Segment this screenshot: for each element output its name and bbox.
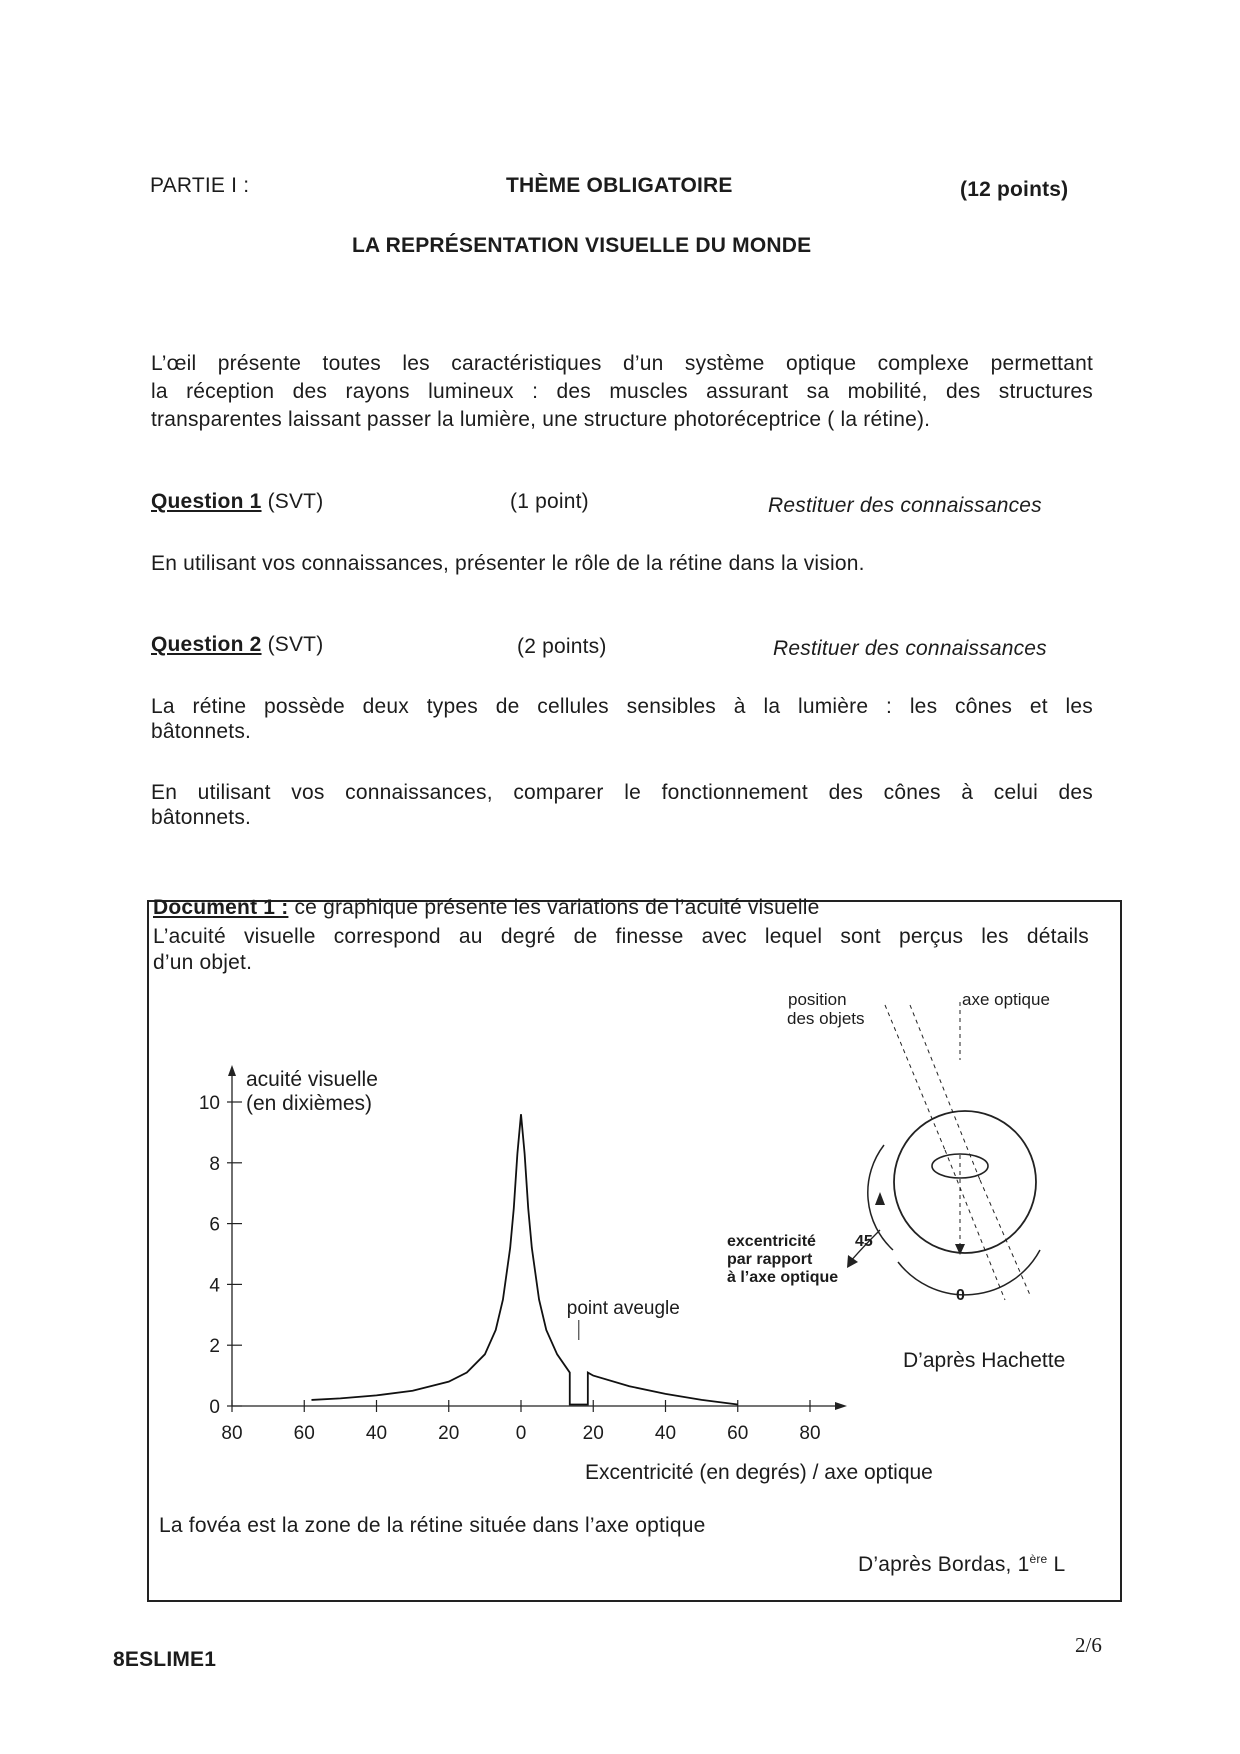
x-tick-label-8: 80: [799, 1423, 821, 1444]
document-definition-line-1: L’acuité visuelle correspond au degré de finesse avec lequel sont perçus les détails: [153, 925, 1089, 948]
page-subtitle: LA REPRÉSENTATION VISUELLE DU MONDE: [352, 234, 812, 257]
object-ray-4: [980, 1180, 1030, 1295]
y-tick-label-8: 8: [209, 1153, 220, 1175]
x-tick-label-5: 20: [582, 1423, 604, 1444]
intro-line-3: transparentes laissant passer la lumière, une structure photoréceptrice ( la rétine).: [151, 408, 931, 431]
document-caption-text: ce graphique présente les variations de l’acuité visuelle: [288, 896, 820, 919]
eye-diagram: [847, 1002, 1040, 1300]
intro-line-1: L’œil présente toutes les caractéristiques d’un système optique complexe permettant: [151, 352, 1093, 375]
part-label: PARTIE I :: [150, 174, 250, 197]
x-axis-label: Excentricité (en degrés) / axe optique: [585, 1461, 933, 1484]
y-ticks: [199, 1093, 242, 1418]
document-source-end: L: [1047, 1553, 1066, 1576]
y-tick-label-6: 6: [209, 1214, 220, 1236]
y-tick-label-4: 4: [209, 1275, 220, 1297]
q1-label: Question 1: [151, 490, 262, 513]
eccentricity-pointer-head: [847, 1255, 858, 1268]
eye-label-ecc-2: par rapport: [727, 1251, 813, 1268]
acuity-curve: [311, 1114, 737, 1404]
blind-spot-label: point aveugle: [566, 1298, 680, 1319]
y-axis-arrow: [228, 1065, 236, 1076]
x-tick-label-1: 60: [293, 1423, 315, 1444]
q1-skill: Restituer des connaissances: [768, 494, 1042, 517]
theme-title: THÈME OBLIGATOIRE: [506, 174, 733, 197]
q2-text2-line-1: En utilisant vos connaissances, comparer le fonctionnement des cônes à celui des: [151, 781, 1093, 804]
eye-label-ecc-1: excentricité: [727, 1233, 816, 1250]
document-label: Document 1 :: [153, 896, 289, 919]
q2-points: (2 points): [517, 635, 607, 658]
eye-label-ecc-3: à l’axe optique: [727, 1269, 839, 1286]
x-tick-label-0: 80: [221, 1423, 243, 1444]
object-ray-1: [885, 1005, 945, 1150]
q2-text2-line-2: bâtonnets.: [151, 806, 252, 829]
eye-source: D’après Hachette: [903, 1349, 1066, 1372]
document-source-text: D’après Bordas, 1: [858, 1553, 1030, 1576]
footer-code: 8ESLIME1: [113, 1648, 217, 1671]
q2-text1-line-1: La rétine possède deux types de cellules sensibles à la lumière : les cônes et les: [151, 695, 1093, 718]
object-ray-3: [945, 1150, 1005, 1300]
intro-line-2: la réception des rayons lumineux : des muscles assurant sa mobilité, des structures: [151, 380, 1093, 403]
eye-label-axis: axe optique: [962, 990, 1050, 1009]
document-definition-line-2: d’un objet.: [153, 951, 253, 974]
eye-label-position-2: des objets: [787, 1009, 865, 1028]
x-tick-label-7: 60: [727, 1423, 749, 1444]
q2-subject: (SVT): [261, 633, 324, 656]
x-axis-arrow: [835, 1402, 847, 1410]
q2-label: Question 2: [151, 633, 262, 656]
eye-angle-45: 45: [855, 1233, 873, 1250]
q1-text: En utilisant vos connaissances, présenter le rôle de la rétine dans la vision.: [151, 552, 865, 575]
fovea-note: La fovéa est la zone de la rétine située dans l’axe optique: [159, 1514, 706, 1537]
x-tick-label-2: 40: [365, 1423, 388, 1444]
retina-bottom-arc: [898, 1250, 1040, 1295]
document-source: [858, 1545, 1065, 1579]
eye-angle-0: 0: [956, 1287, 965, 1304]
q2-skill: Restituer des connaissances: [773, 637, 1047, 660]
x-tick-label-4: 0: [515, 1423, 527, 1444]
y-tick-label-0: 0: [209, 1397, 220, 1418]
q1-points: (1 point): [510, 490, 589, 513]
y-axis-label-line-2: (en dixièmes): [246, 1092, 373, 1115]
footer-page-number: 2/6: [1075, 1633, 1102, 1657]
y-tick-label-10: 10: [198, 1093, 220, 1114]
q1-subject: (SVT): [261, 490, 324, 513]
eyeball-outline: [894, 1111, 1036, 1253]
document-source-sup: ère: [1029, 1552, 1048, 1566]
angle-45-arrow: [875, 1192, 885, 1205]
points-total: (12 points): [960, 178, 1069, 201]
x-tick-label-3: 20: [438, 1423, 460, 1444]
eye-label-position-1: position: [788, 990, 847, 1009]
y-tick-label-2: 2: [209, 1336, 220, 1358]
object-ray-2: [910, 1005, 980, 1180]
y-axis-label-line-1: acuité visuelle: [246, 1068, 378, 1091]
x-tick-label-6: 40: [654, 1423, 677, 1444]
q2-text1-line-2: bâtonnets.: [151, 720, 252, 743]
